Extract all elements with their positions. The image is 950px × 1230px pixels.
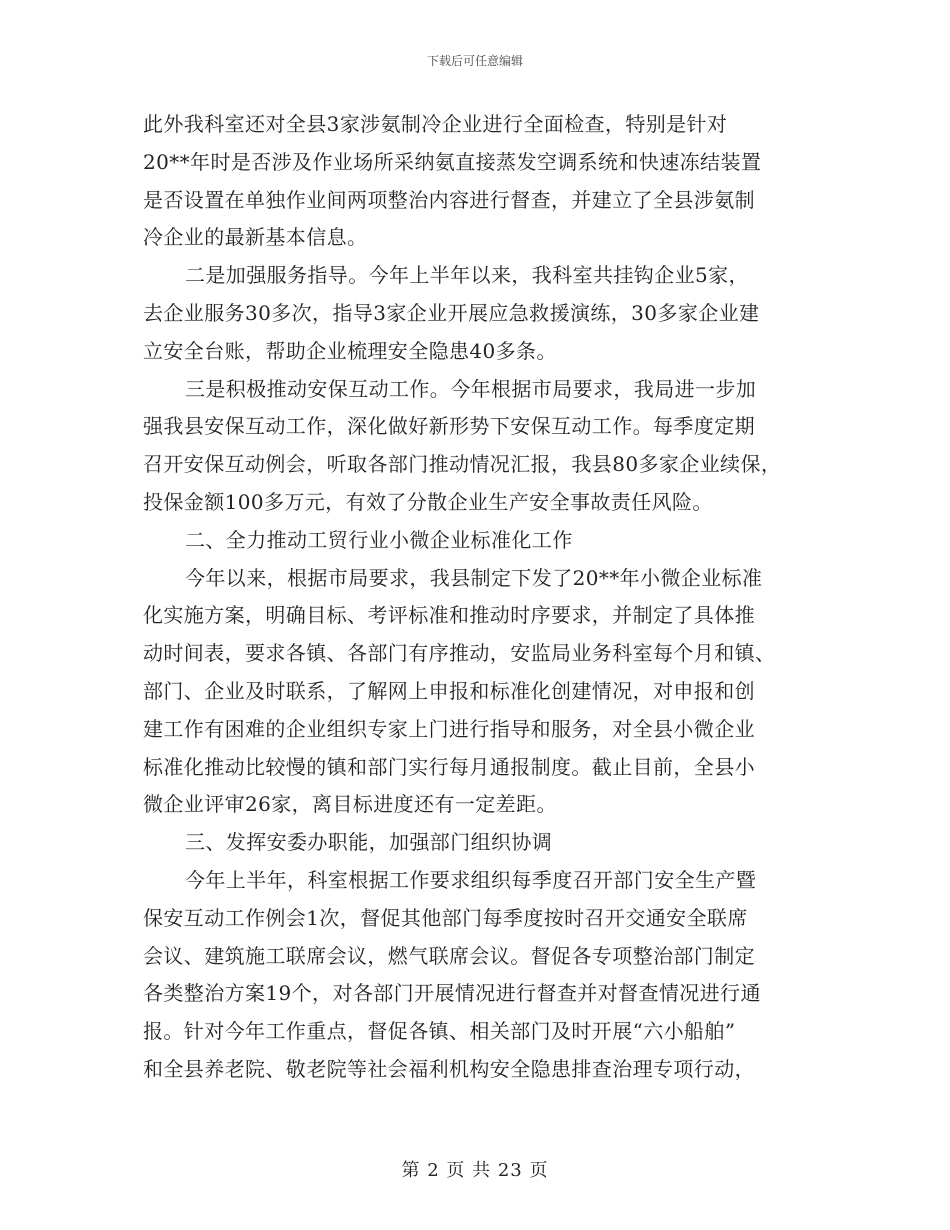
section-heading: 二、全力推动工贸行业小微企业标准化工作 [185, 527, 573, 552]
header-note: 下载后可任意编辑 [426, 54, 523, 68]
text-line: 化实施方案，明确目标、考评标准和推动时序要求，并制定了具体推 [143, 603, 755, 628]
text-line: 三是积极推动安保互动工作。今年根据市局要求，我局进一步加 [185, 376, 757, 401]
text-line: 召开安保互动例会，听取各部门推动情况汇报，我县80多家企业续保， [143, 452, 782, 477]
text-line: 动时间表，要求各镇、各部门有序推动，安监局业务科室每个月和镇、 [143, 641, 776, 666]
text-line: 和全县养老院、敬老院等社会福利机构安全隐患排查治理专项行动， [143, 1056, 755, 1081]
page-number: 第 2 页 共 23 页 [401, 1160, 549, 1181]
text-line: 今年上半年，科室根据工作要求组织每季度召开部门安全生产暨 [185, 867, 757, 892]
text-line: 建工作有困难的企业组织专家上门进行指导和服务，对全县小微企业 [143, 716, 755, 741]
text-line: 会议、建筑施工联席会议，燃气联席会议。督促各专项整治部门制定 [143, 943, 755, 968]
text-line: 保安互动工作例会1次，督促其他部门每季度按时召开交通安全联席 [143, 905, 748, 930]
section-heading: 三、发挥安委办职能，加强部门组织协调 [185, 830, 553, 855]
text-line: 微企业评审26家，离目标进度还有一定差距。 [143, 792, 557, 817]
text-line: 去企业服务30多次，指导3家企业开展应急救援演练，30多家企业建 [143, 300, 760, 325]
text-line: 报。针对今年工作重点，督促各镇、相关部门及时开展“六小船舶” [143, 1019, 736, 1044]
document-body [143, 106, 813, 1089]
text-line: 此外我科室还对全县3家涉氨制冷企业进行全面检查，特别是针对 [143, 112, 728, 136]
text-line: 强我县安保互动工作，深化做好新形势下安保互动工作。每季度定期 [143, 414, 755, 439]
text-line: 是否设置在单独作业间两项整治内容进行督查，并建立了全县涉氨制 [143, 187, 755, 212]
text-line: 20**年时是否涉及作业场所采纳氨直接蒸发空调系统和快速冻结装置 [143, 149, 762, 174]
text-line: 冷企业的最新基本信息。 [143, 225, 368, 250]
text-line: 立安全台账，帮助企业梳理安全隐患40多条。 [143, 338, 557, 363]
text-line: 部门、企业及时联系，了解网上申报和标准化创建情况，对申报和创 [143, 678, 755, 703]
text-line: 投保金额100多万元，有效了分散企业生产安全事故责任风险。 [143, 489, 713, 514]
text-line: 各类整治方案19个，对各部门开展情况进行督查并对督查情况进行通 [143, 981, 761, 1006]
text-line: 二是加强服务指导。今年上半年以来，我科室共挂钩企业5家， [185, 263, 749, 288]
text-line: 标准化推动比较慢的镇和部门实行每月通报制度。截止目前，全县小 [143, 754, 755, 779]
text-line: 今年以来，根据市局要求，我县制定下发了20**年小微企业标准 [185, 565, 763, 590]
